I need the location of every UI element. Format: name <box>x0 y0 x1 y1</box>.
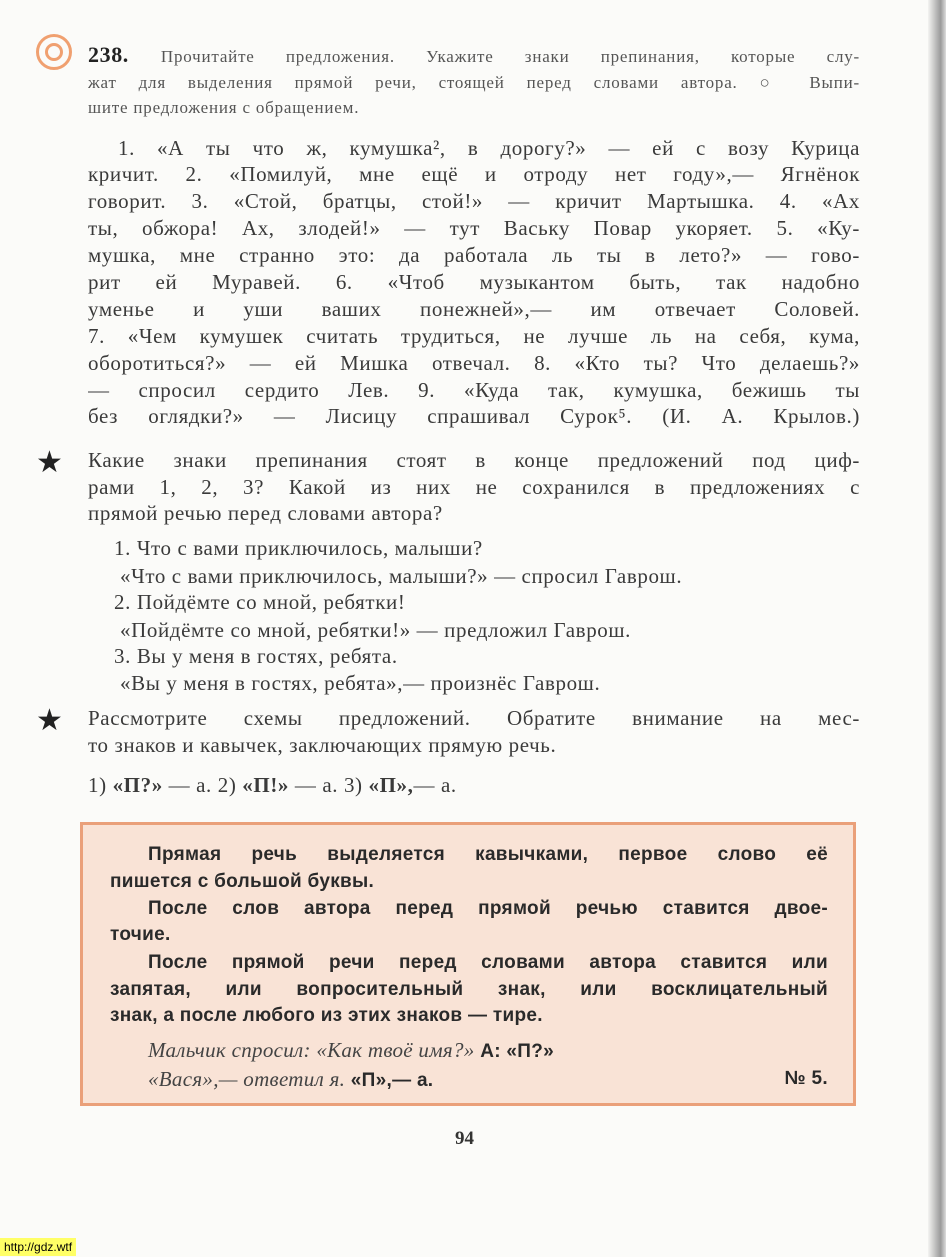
example-direct: «Вы у меня в гостях, ребята»,— произнёс Гаврош. <box>120 671 601 695</box>
exercise-line: 238. Прочитайте предложения. Укажите знаки препинания, которые слу- <box>88 42 860 67</box>
exercise-number: 238. <box>88 42 129 67</box>
rule-line: знак, а после любого из этих знаков — тире. <box>110 1005 543 1026</box>
text-line: рит ей Муравей. 6. «Чтоб музыкантом быть, так надобно <box>88 270 860 294</box>
footer-link[interactable]: http://gdz.wtf <box>0 1238 76 1256</box>
example-direct: «Пойдёмте со мной, ребятки!» — предложил Гаврош. <box>120 618 632 642</box>
text-line: 7. «Чем кумушек считать трудиться, не лучше ль на себя, кума, <box>88 324 860 348</box>
exercise-line: жат для выделения прямой речи, стоящей перед словами автора. ○ Выпи- <box>88 73 860 92</box>
example-plain: 1. Что с вами приключилось, малыши? <box>114 536 483 560</box>
schemas-line: 1) «П?» — а. 2) «П!» — а. 3) «П»,— а. <box>88 773 457 797</box>
example-plain: 2. Пойдёмте со мной, ребятки! <box>114 590 406 614</box>
schema-task-line: то знаков и кавычек, заключающих прямую речь. <box>88 733 557 757</box>
question-line: прямой речью перед словами автора? <box>88 501 443 525</box>
text-line: — спросил сердито Лев. 9. «Куда так, кумушка, бежишь ты <box>88 378 860 402</box>
text-line: ты, обжора! Ах, злодей!» — тут Ваську Повар укоряет. 5. «Ку- <box>88 216 860 240</box>
text-line: уменье и уши ваших понежней»,— им отвечает Соловей. <box>88 297 860 321</box>
rule-example: Мальчик спросил: «Как твоё имя?» А: «П?» <box>148 1038 555 1062</box>
reference-number: № 5. <box>784 1068 828 1089</box>
rule-line: точие. <box>110 924 171 945</box>
question-line: Какие знаки препинания стоят в конце предложений под циф- <box>88 448 860 472</box>
star-icon: ★ <box>36 704 63 737</box>
rule-line: пишется с большой буквы. <box>110 871 375 892</box>
text-line: говорит. 3. «Стой, братцы, стой!» — кричит Мартышка. 4. «Ах <box>88 189 860 213</box>
exercise-line: шите предложения с обращением. <box>88 98 360 117</box>
rule-example: «Вася»,— ответил я. «П»,— а. № 5. <box>148 1067 828 1091</box>
page-number: 94 <box>455 1128 474 1149</box>
example-plain: 3. Вы у меня в гостях, ребята. <box>114 644 398 668</box>
question-line: рами 1, 2, 3? Какой из них не сохранился в предложениях с <box>88 475 860 499</box>
page-edge <box>928 0 946 1257</box>
text-line: кричит. 2. «Помилуй, мне ещё и отроду нет году»,— Ягнёнок <box>88 162 860 186</box>
text-line: мушка, мне странно это: да работала ль ты в лето?» — гово- <box>88 243 860 267</box>
star-icon: ★ <box>36 446 63 479</box>
text-line: 1. «А ты что ж, кумушка², в дорогу?» — ей с возу Курица <box>118 136 860 160</box>
rule-line: запятая, или вопросительный знак, или восклицательный <box>110 979 828 1000</box>
text-line: оборотиться?» — ей Мишка отвечал. 8. «Кто ты? Что делаешь?» <box>88 351 860 375</box>
example-direct: «Что с вами приключилось, малыши?» — спросил Гаврош. <box>120 564 683 588</box>
schema-task-line: Рассмотрите схемы предложений. Обратите внимание на мес- <box>88 706 860 730</box>
rule-line: После прямой речи перед словами автора ставится или <box>148 952 828 973</box>
target-icon <box>36 34 72 70</box>
rule-line: После слов автора перед прямой речью ставится двое- <box>148 898 828 919</box>
rule-line: Прямая речь выделяется кавычками, первое слово её <box>148 844 828 865</box>
text-line: без оглядки?» — Лисицу спрашивал Сурок⁵. (И. А. Крылов.) <box>88 404 860 428</box>
